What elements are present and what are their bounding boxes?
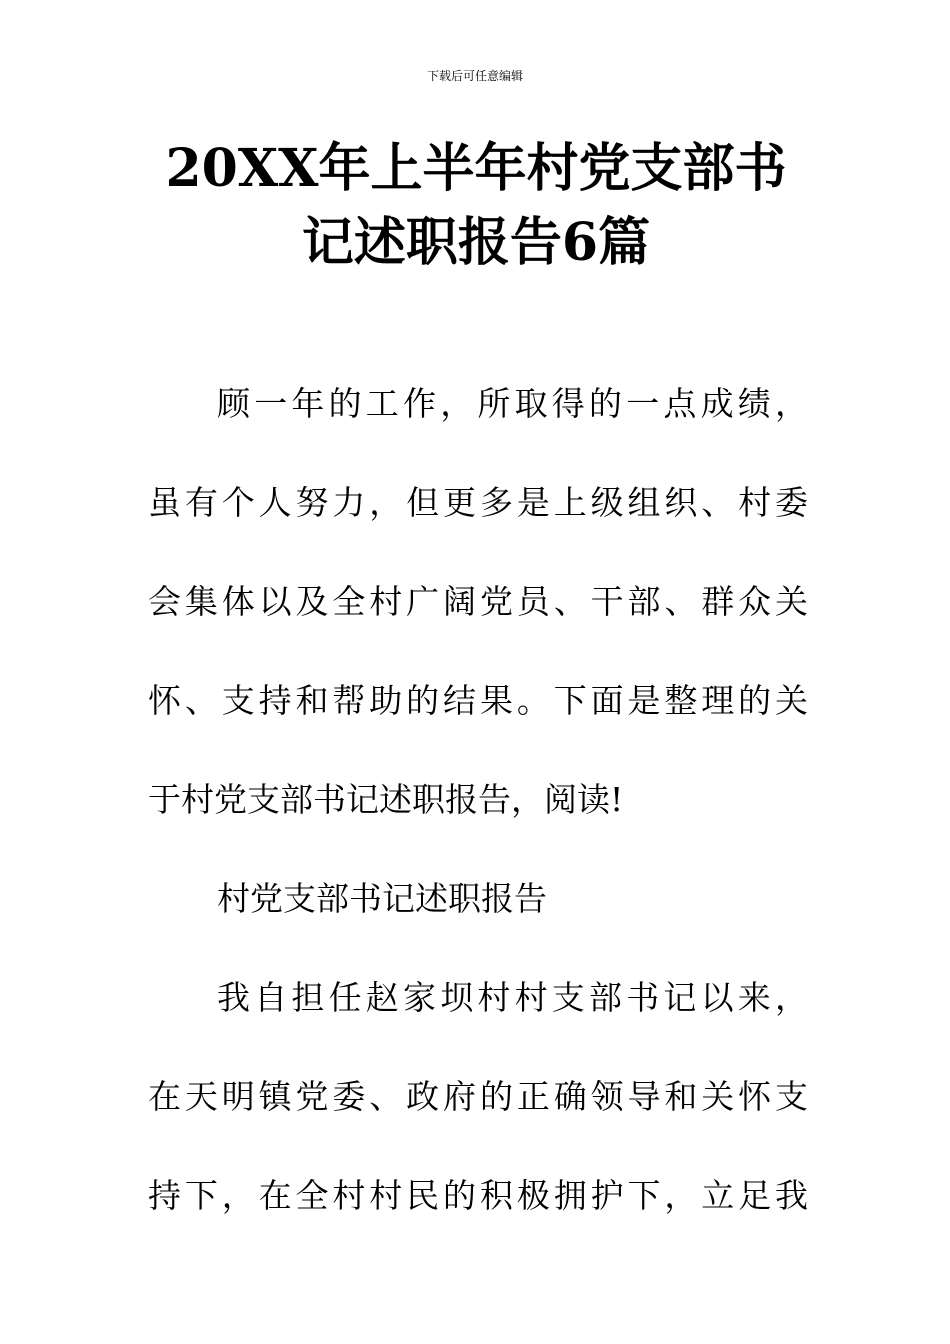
body-line: 持下，在全村村民的积极拥护下，立足我	[148, 1176, 808, 1215]
document-title	[150, 132, 802, 280]
title-line-1: 20XX年上半年村党支部书	[165, 138, 787, 199]
body-line: 于村党支部书记述职报告，阅读!	[148, 780, 624, 819]
body-line: 会集体以及全村广阔党员、干部、群众关	[148, 582, 808, 621]
header-note: 下载后可任意编辑	[426, 69, 523, 83]
body-line: 虽有个人努力，但更多是上级组织、村委	[148, 483, 808, 522]
body-line: 怀、支持和帮助的结果。下面是整理的关	[148, 681, 808, 720]
body-line: 顾一年的工作，所取得的一点成绩，	[217, 384, 808, 423]
body-line: 在天明镇党委、政府的正确领导和关怀支	[148, 1077, 808, 1116]
body-line: 我自担任赵家坝村村支部书记以来，	[217, 978, 808, 1017]
title-line-2: 记述职报告6篇	[301, 212, 651, 273]
section-heading: 村党支部书记述职报告	[217, 879, 547, 918]
